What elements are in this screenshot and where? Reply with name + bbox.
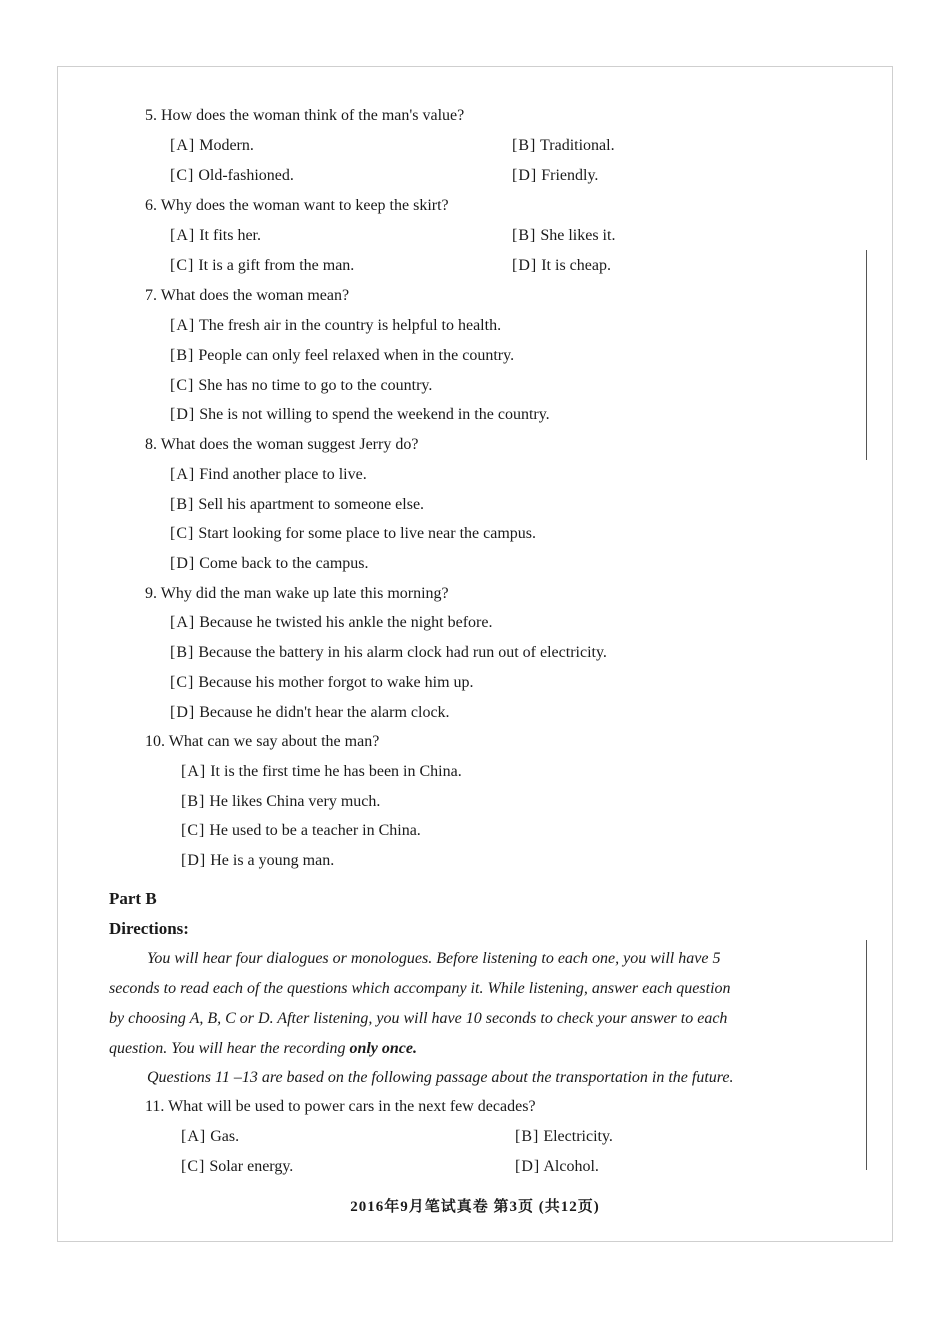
page-footer: 2016年9月笔试真卷 第3页 (共12页) xyxy=(350,1199,600,1215)
option: [A] Modern. xyxy=(170,137,254,154)
option: [B] People can only feel relaxed when in the country. xyxy=(170,347,515,364)
question-9: 9. Why did the man wake up late this morning? xyxy=(145,585,449,602)
option: [D] It is cheap. xyxy=(512,257,611,274)
directions-label: Directions: xyxy=(109,919,189,938)
directions-text: You will hear four dialogues or monologues. Before listening to each one, you will have 5 xyxy=(147,950,721,967)
question-7: 7. What does the woman mean? xyxy=(145,287,350,304)
directions-text: question. You will hear the recording only once. xyxy=(109,1040,417,1057)
option: [D] He is a young man. xyxy=(181,852,335,869)
question-5: 5. How does the woman think of the man's value? xyxy=(145,107,465,124)
option: [A] It fits her. xyxy=(170,227,261,244)
scan-edge-line xyxy=(866,940,867,1170)
question-10: 10. What can we say about the man? xyxy=(145,733,380,750)
question-8: 8. What does the woman suggest Jerry do? xyxy=(145,436,419,453)
question-11: 11. What will be used to power cars in the next few decades? xyxy=(145,1098,536,1115)
option: [B] Because the battery in his alarm clock had run out of electricity. xyxy=(170,644,607,661)
option: [B] She likes it. xyxy=(512,227,616,244)
option: [C] It is a gift from the man. xyxy=(170,257,355,274)
option: [C] Because his mother forgot to wake him up. xyxy=(170,674,474,691)
option: [D] Come back to the campus. xyxy=(170,555,369,572)
option: [D] Because he didn't hear the alarm clock. xyxy=(170,704,450,721)
option: [A] Find another place to live. xyxy=(170,466,367,483)
option: [A] It is the first time he has been in China. xyxy=(181,763,462,780)
section-heading: Part B xyxy=(109,889,157,908)
option: [D] Friendly. xyxy=(512,167,599,184)
option: [A] The fresh air in the country is helpful to health. xyxy=(170,317,502,334)
option: [B] Sell his apartment to someone else. xyxy=(170,496,425,513)
option: [C] Old-fashioned. xyxy=(170,167,294,184)
option: [B] Electricity. xyxy=(515,1128,613,1145)
option: [C] He used to be a teacher in China. xyxy=(181,822,421,839)
option: [C] Solar energy. xyxy=(181,1158,294,1175)
option: [D] She is not willing to spend the weekend in the country. xyxy=(170,406,550,423)
option: [B] He likes China very much. xyxy=(181,793,381,810)
option: [A] Gas. xyxy=(181,1128,240,1145)
questions-intro: Questions 11 –13 are based on the following passage about the transportation in the future. xyxy=(147,1069,734,1086)
directions-text: by choosing A, B, C or D. After listening, you will have 10 seconds to check your answer to each xyxy=(109,1010,728,1027)
option: [C] Start looking for some place to live near the campus. xyxy=(170,525,537,542)
option: [C] She has no time to go to the country. xyxy=(170,377,433,394)
option: [B] Traditional. xyxy=(512,137,615,154)
question-6: 6. Why does the woman want to keep the skirt? xyxy=(145,197,449,214)
option: [A] Because he twisted his ankle the night before. xyxy=(170,614,493,631)
scan-edge-line xyxy=(866,250,867,460)
option: [D] Alcohol. xyxy=(515,1158,599,1175)
directions-text: seconds to read each of the questions which accompany it. While listening, answer each question xyxy=(109,980,731,997)
